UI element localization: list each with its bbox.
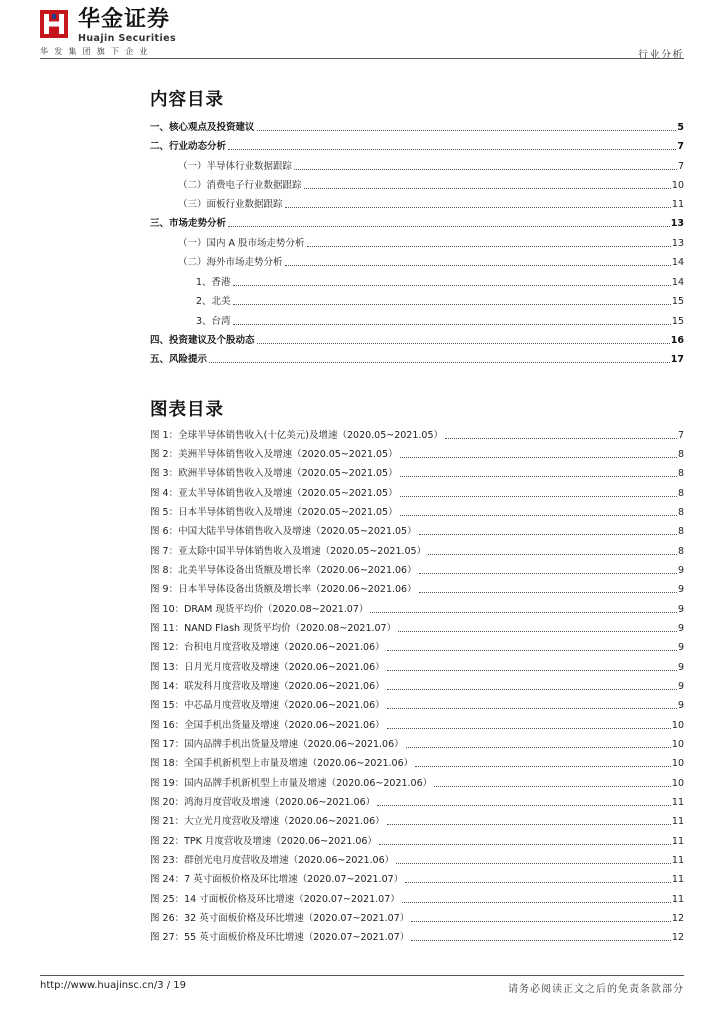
figure-item[interactable]	[150, 464, 684, 480]
figure-item-page: 8	[677, 546, 684, 557]
toc-leader	[228, 226, 670, 227]
toc-leader	[233, 304, 671, 305]
figure-item-title: 图 21：大立光月度营收及增速（2020.06~2021.06）	[150, 816, 385, 827]
figure-item[interactable]	[150, 832, 684, 848]
figure-item[interactable]	[150, 619, 684, 635]
toc-item[interactable]	[150, 214, 684, 230]
figure-item-page: 9	[677, 681, 684, 692]
toc-leader	[400, 515, 677, 516]
contents-title: 内容目录	[150, 90, 224, 110]
toc-leader	[419, 534, 677, 535]
figure-item[interactable]	[150, 793, 684, 809]
toc-leader	[405, 882, 671, 883]
toc-item[interactable]	[150, 292, 684, 308]
figure-item-title: 图 24：7 英寸面板价格及环比增速（2020.07~2021.07）	[150, 874, 404, 885]
figure-item-page: 10	[671, 778, 684, 789]
figure-item[interactable]	[150, 542, 684, 558]
toc-item-page: 16	[670, 335, 684, 346]
figure-item-title: 图 8：北美半导体设备出货额及增长率（2020.06~2021.06）	[150, 565, 417, 576]
toc-leader	[415, 766, 671, 767]
toc-leader	[370, 612, 677, 613]
figure-item-page: 11	[671, 816, 684, 827]
figure-item-page: 9	[677, 700, 684, 711]
toc-item-page: 7	[677, 141, 684, 152]
footer-disclaimer: 请务必阅读正文之后的免责条款部分	[508, 984, 684, 995]
report-type: 行业分析	[638, 50, 684, 61]
figure-item-page: 11	[671, 894, 684, 905]
figure-item[interactable]	[150, 696, 684, 712]
figure-item-title: 图 5：日本半导体销售收入及增速（2020.05~2021.05）	[150, 507, 398, 518]
toc-item[interactable]	[150, 273, 684, 289]
toc-item-page: 7	[677, 161, 684, 172]
toc-item[interactable]	[150, 195, 684, 211]
figures-title: 图表目录	[150, 400, 224, 420]
toc-leader	[398, 631, 677, 632]
toc-leader	[377, 805, 671, 806]
figure-item-title: 图 2：美洲半导体销售收入及增速（2020.05~2021.05）	[150, 449, 398, 460]
toc-leader	[406, 747, 671, 748]
header-divider	[40, 58, 684, 59]
toc-item-page: 17	[670, 354, 684, 365]
toc-leader	[387, 728, 671, 729]
page-header	[40, 8, 684, 62]
toc-leader	[379, 844, 671, 845]
figure-item[interactable]	[150, 870, 684, 886]
figure-item-page: 8	[677, 507, 684, 518]
toc-leader	[445, 438, 677, 439]
figure-item-title: 图 10：DRAM 现货平均价（2020.08~2021.07）	[150, 604, 369, 615]
toc-leader	[233, 285, 671, 286]
toc-item-title: 一、核心观点及投资建议	[150, 122, 255, 133]
toc-item[interactable]	[150, 253, 684, 269]
figure-item-title: 图 6：中国大陆半导体销售收入及增速（2020.05~2021.05）	[150, 526, 417, 537]
figure-item-page: 11	[671, 797, 684, 808]
toc-leader	[402, 902, 671, 903]
toc-item-page: 15	[671, 296, 684, 307]
footer-divider	[40, 975, 684, 976]
toc-leader	[411, 921, 671, 922]
figure-item-title: 图 7：亚太除中国半导体销售收入及增速（2020.05~2021.05）	[150, 546, 427, 557]
figure-item-title: 图 16：全国手机出货量及增速（2020.06~2021.06）	[150, 720, 385, 731]
figure-item[interactable]	[150, 890, 684, 906]
toc-leader	[294, 169, 677, 170]
toc-item-title: （二）消费电子行业数据跟踪	[178, 180, 302, 191]
toc-item-page: 10	[671, 180, 684, 191]
figure-item-page: 10	[671, 720, 684, 731]
figure-item[interactable]	[150, 503, 684, 519]
figure-item[interactable]	[150, 812, 684, 828]
figure-item-page: 11	[671, 874, 684, 885]
figure-item-title: 图 13：日月光月度营收及增速（2020.06~2021.06）	[150, 662, 385, 673]
toc-item-title: （一）半导体行业数据跟踪	[178, 161, 293, 172]
toc-leader	[209, 362, 670, 363]
figure-item-page: 8	[677, 468, 684, 479]
figure-item-page: 12	[671, 913, 684, 924]
figure-item[interactable]	[150, 484, 684, 500]
toc-item-title: 二、行业动态分析	[150, 141, 227, 152]
toc-leader	[304, 188, 671, 189]
figure-item-page: 9	[677, 584, 684, 595]
figure-item-title: 图 4：亚太半导体销售收入及增速（2020.05~2021.05）	[150, 488, 398, 499]
toc-item[interactable]	[150, 176, 684, 192]
toc-item[interactable]	[150, 118, 684, 134]
figure-item-title: 图 9：日本半导体设备出货额及增长率（2020.06~2021.06）	[150, 584, 417, 595]
figure-item-title: 图 12：台积电月度营收及增速（2020.06~2021.06）	[150, 642, 385, 653]
toc-item-page: 5	[677, 122, 684, 133]
figure-item-page: 10	[671, 739, 684, 750]
toc-item[interactable]	[150, 234, 684, 250]
figure-item[interactable]	[150, 735, 684, 751]
toc-item[interactable]	[150, 157, 684, 173]
toc-leader	[396, 863, 671, 864]
figure-item-title: 图 19：国内品牌手机新机型上市量及增速（2020.06~2021.06）	[150, 778, 433, 789]
toc-leader	[387, 670, 677, 671]
toc-leader	[387, 689, 677, 690]
brand-name-cn: 华金证券	[78, 7, 171, 32]
figure-item[interactable]	[150, 580, 684, 596]
figure-item-title: 图 17：国内品牌手机出货量及增速（2020.06~2021.06）	[150, 739, 404, 750]
figure-item-page: 9	[677, 642, 684, 653]
figure-item-page: 9	[677, 623, 684, 634]
toc-item-page: 13	[670, 218, 684, 229]
huajin-logo-icon	[40, 10, 68, 38]
toc-item-page: 14	[671, 277, 684, 288]
figure-item-title: 图 3：欧洲半导体销售收入及增速（2020.05~2021.05）	[150, 468, 398, 479]
toc-item-title: 五、风险提示	[150, 354, 208, 365]
toc-item-title: （三）面板行业数据跟踪	[178, 199, 283, 210]
figure-item-page: 8	[677, 526, 684, 537]
figure-item-title: 图 15：中芯晶月度营收及增速（2020.06~2021.06）	[150, 700, 385, 711]
figure-item-page: 9	[677, 604, 684, 615]
figure-item-title: 图 22：TPK 月度营收及增速（2020.06~2021.06）	[150, 836, 377, 847]
figure-item-page: 12	[671, 932, 684, 943]
figure-item-page: 9	[677, 662, 684, 673]
toc-item[interactable]	[150, 350, 684, 366]
figure-item[interactable]	[150, 445, 684, 461]
toc-leader	[257, 343, 670, 344]
figure-item-page: 11	[671, 836, 684, 847]
figure-item[interactable]	[150, 600, 684, 616]
toc-leader	[400, 476, 677, 477]
figure-item-page: 8	[677, 449, 684, 460]
toc-leader	[400, 457, 677, 458]
figure-item[interactable]	[150, 851, 684, 867]
figure-item[interactable]	[150, 928, 684, 944]
figure-item-page: 11	[671, 855, 684, 866]
toc-leader	[387, 708, 677, 709]
figure-item-title: 图 26：32 英寸面板价格及环比增速（2020.07~2021.07）	[150, 913, 410, 924]
toc-item-page: 11	[671, 199, 684, 210]
toc-leader	[233, 324, 671, 325]
toc-leader	[419, 592, 677, 593]
figure-item-title: 图 14：联发科月度营收及增速（2020.06~2021.06）	[150, 681, 385, 692]
footer-url[interactable]: http://www.huajinsc.cn/3 / 19	[40, 980, 187, 991]
toc-leader	[419, 573, 677, 574]
toc-leader	[307, 246, 671, 247]
toc-leader	[285, 265, 671, 266]
figure-item-title: 图 11：NAND Flash 现货平均价（2020.08~2021.07）	[150, 623, 397, 634]
toc-item-title: 3、台湾	[196, 316, 231, 327]
toc-leader	[411, 940, 671, 941]
figure-item[interactable]	[150, 909, 684, 925]
toc-leader	[285, 207, 671, 208]
figure-item-page: 10	[671, 758, 684, 769]
figure-item-page: 7	[677, 430, 684, 441]
toc-item-title: 2、北美	[196, 296, 231, 307]
figure-item-page: 9	[677, 565, 684, 576]
figure-item[interactable]	[150, 716, 684, 732]
toc-item-title: 1、香港	[196, 277, 231, 288]
figure-item[interactable]	[150, 677, 684, 693]
toc-leader	[257, 130, 677, 131]
figure-item[interactable]	[150, 774, 684, 790]
group-slogan: 华发集团旗下企业	[40, 47, 154, 56]
figure-item[interactable]	[150, 658, 684, 674]
toc-leader	[428, 554, 677, 555]
figure-item-title: 图 18：全国手机新机型上市量及增速（2020.06~2021.06）	[150, 758, 414, 769]
figure-item-page: 8	[677, 488, 684, 499]
figure-item-title: 图 23：群创光电月度营收及增速（2020.06~2021.06）	[150, 855, 395, 866]
figure-item-title: 图 27：55 英寸面板价格及环比增速（2020.07~2021.07）	[150, 932, 410, 943]
toc-item-page: 14	[671, 257, 684, 268]
toc-item-page: 15	[671, 316, 684, 327]
toc-leader	[228, 149, 676, 150]
figure-item[interactable]	[150, 426, 684, 442]
figure-item-title: 图 25：14 寸面板价格及环比增速（2020.07~2021.07）	[150, 894, 400, 905]
figure-item-title: 图 1：全球半导体销售收入(十亿美元)及增速（2020.05~2021.05）	[150, 430, 444, 441]
figure-item[interactable]	[150, 638, 684, 654]
toc-item-title: 四、投资建议及个股动态	[150, 335, 255, 346]
toc-item[interactable]	[150, 331, 684, 347]
figure-item[interactable]	[150, 754, 684, 770]
figure-item[interactable]	[150, 561, 684, 577]
toc-item[interactable]	[150, 312, 684, 328]
toc-leader	[387, 650, 677, 651]
toc-leader	[400, 496, 677, 497]
toc-item-title: （二）海外市场走势分析	[178, 257, 283, 268]
toc-leader	[434, 786, 671, 787]
figure-item[interactable]	[150, 522, 684, 538]
figure-item-title: 图 20：鸿海月度营收及增速（2020.06~2021.06）	[150, 797, 376, 808]
toc-item[interactable]	[150, 137, 684, 153]
brand-name-en: Huajin Securities	[78, 33, 177, 44]
toc-item-title: 三、市场走势分析	[150, 218, 227, 229]
toc-leader	[387, 824, 671, 825]
toc-item-page: 13	[671, 238, 684, 249]
toc-item-title: （一）国内 A 股市场走势分析	[178, 238, 305, 249]
